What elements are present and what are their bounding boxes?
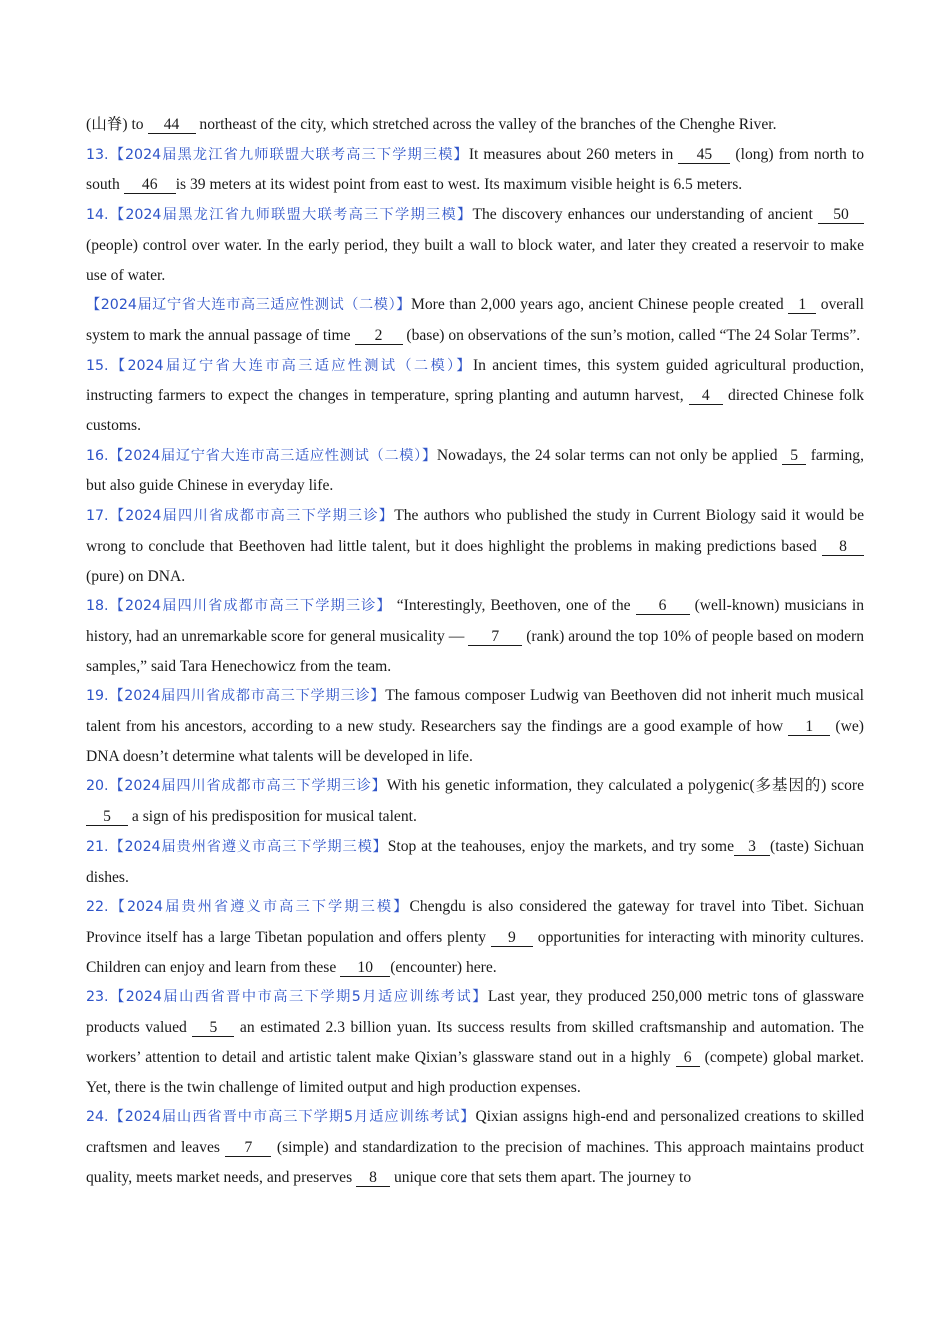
question-text: a sign of his predisposition for musical talent. [128,808,417,826]
answer-blank: 3 [734,838,770,856]
question-source-label: 15.【2024届辽宁省大连市高三适应性测试（二模）】 [86,357,473,374]
question-text: northeast of the city, which stretched across the valley of the branches of the Chenghe River. [195,116,777,133]
question-source-label: 17.【2024届四川省成都市高三下学期三诊】 [86,508,395,525]
question-paragraph [86,1102,864,1192]
question-text: overall system to mark the annual passage of time [86,296,864,344]
question-source-label: 21.【2024届贵州省遵义市高三下学期三模】 [86,838,388,855]
question-text: unique core that sets them apart. The journey to [390,1168,692,1186]
question-text: Nowadays, the 24 solar terms can not only be applied [436,446,783,464]
question-text: The authors who published the study in Current Biology said it would be wrong to conclude that Beethoven had little talent, but it does highlight the problems in making predictions based [86,507,864,555]
question-paragraph [86,681,864,771]
answer-blank: 5 [192,1019,234,1037]
question-text: It measures about 260 meters in [468,145,679,163]
question-text: (long) from north to south [86,145,864,194]
answer-blank: 7 [225,1139,271,1157]
question-source-label: 22.【2024届贵州省遵义市高三下学期三模】 [86,899,410,916]
answer-blank: 5 [86,808,128,826]
question-text: “Interestingly, Beethoven, one of the [391,597,636,615]
question-text: The discovery enhances our understanding of ancient [472,206,819,224]
answer-blank: 8 [356,1169,390,1187]
question-text: farming, but also guide Chinese in everyday life. [86,446,864,495]
question-text: Chengdu is also considered the gateway for travel into Tibet. Sichuan Province itself has a large Tibetan population and offers plenty [86,898,864,946]
answer-blank: 5 [782,447,806,465]
question-source-label: 19.【2024届四川省成都市高三下学期三诊】 [86,688,386,705]
question-source-label: 23.【2024届山西省晋中市高三下学期5月适应训练考试】 [86,989,488,1006]
question-paragraph [86,591,864,681]
question-source-label: 18.【2024届四川省成都市高三下学期三诊】 [86,598,392,615]
question-paragraph [86,441,864,501]
question-paragraph [86,771,864,831]
question-text: More than 2,000 years ago, ancient Chinese people created [411,296,789,314]
question-source-label: 13.【2024届黑龙江省九师联盟大联考高三下学期三模】 [86,146,469,163]
answer-blank: 44 [148,116,196,134]
question-paragraph [86,290,864,350]
answer-blank: 7 [468,628,522,646]
question-text: (people) control over water. In the early period, they built a wall to block water, and later they created a reservoir to make use of water. [86,236,864,284]
question-text: (rank) around the top 10% of people based on modern samples,” said Tara Henechowicz from the team. [86,627,865,675]
answer-blank: 8 [822,538,864,556]
answer-blank: 1 [788,296,816,314]
question-text: (we) DNA doesn’t determine what talents will be developed in life. [86,718,865,765]
question-paragraph [86,982,864,1102]
question-paragraph [86,200,864,290]
question-source-label: 16.【2024届辽宁省大连市高三适应性测试（二模）】 [86,447,437,464]
answer-blank: 6 [676,1049,700,1067]
question-text: (compete) global market. Yet, there is the twin challenge of limited output and high production expenses. [86,1048,864,1096]
question-paragraph [86,351,864,441]
answer-blank: 45 [678,146,730,164]
question-text: (山脊) to [86,116,148,133]
question-text: Qixian assigns high-end and personalized creations to skilled craftsmen and leaves [86,1108,864,1156]
question-text: (base) on observations of the sun’s motion, called “The 24 Solar Terms”. [402,326,861,344]
question-text: With his genetic information, they calculated a polygenic(多基因的) score [386,777,864,795]
question-paragraph [86,832,864,892]
answer-blank: 9 [491,929,533,947]
question-text: (simple) and standardization to the precision of machines. This approach maintains product quality, meets market needs, and preserves [86,1138,864,1186]
question-text: Last year, they produced 250,000 metric tons of glassware products valued [86,988,864,1037]
answer-blank: 10 [340,959,390,977]
question-source-label: 24.【2024届山西省晋中市高三下学期5月适应训练考试】 [86,1109,476,1126]
question-text: The famous composer Ludwig van Beethoven did not inherit much musical talent from his ancestors, according to a new study. Researchers say the findings are a good example of how [86,687,865,736]
question-paragraph [86,501,864,591]
question-text: an estimated 2.3 billion yuan. Its success results from skilled craftsmanship and automation. The workers’ attention to detail and artistic talent make Qixian’s glassware stand out in a highly [86,1019,864,1066]
document-page [86,110,864,1192]
question-source-label: 【2024届辽宁省大连市高三适应性测试（二模）】 [86,297,412,314]
question-text: is 39 meters at its widest point from east to west. Its maximum visible height is 6.5 meters. [175,176,743,194]
question-text: (taste) Sichuan dishes. [86,837,864,886]
question-text: (encounter) here. [390,958,497,976]
question-text: Stop at the teahouses, enjoy the markets, and try some [387,837,734,855]
question-text: In ancient times, this system guided agricultural production, instructing farmers to expect the changes in temperature, spring planting and autumn harvest, [86,356,864,405]
question-text: directed Chinese folk customs. [86,387,864,435]
question-source-label: 20.【2024届四川省成都市高三下学期三诊】 [86,778,387,795]
question-text: (pure) on DNA. [86,567,186,585]
question-paragraph [86,110,864,140]
answer-blank: 46 [124,176,176,194]
question-paragraph [86,892,864,982]
question-source-label: 14.【2024届黑龙江省九师联盟大联考高三下学期三模】 [86,207,473,224]
answer-blank: 2 [355,327,403,345]
question-text: opportunities for interacting with minority cultures. Children can enjoy and learn from these [86,928,864,976]
question-text: (well-known) musicians in history, had an unremarkable score for general musicality — [86,597,864,645]
answer-blank: 4 [689,387,723,405]
answer-blank: 1 [788,718,830,736]
question-paragraph [86,140,864,200]
answer-blank: 6 [636,597,690,615]
answer-blank: 50 [818,206,864,224]
